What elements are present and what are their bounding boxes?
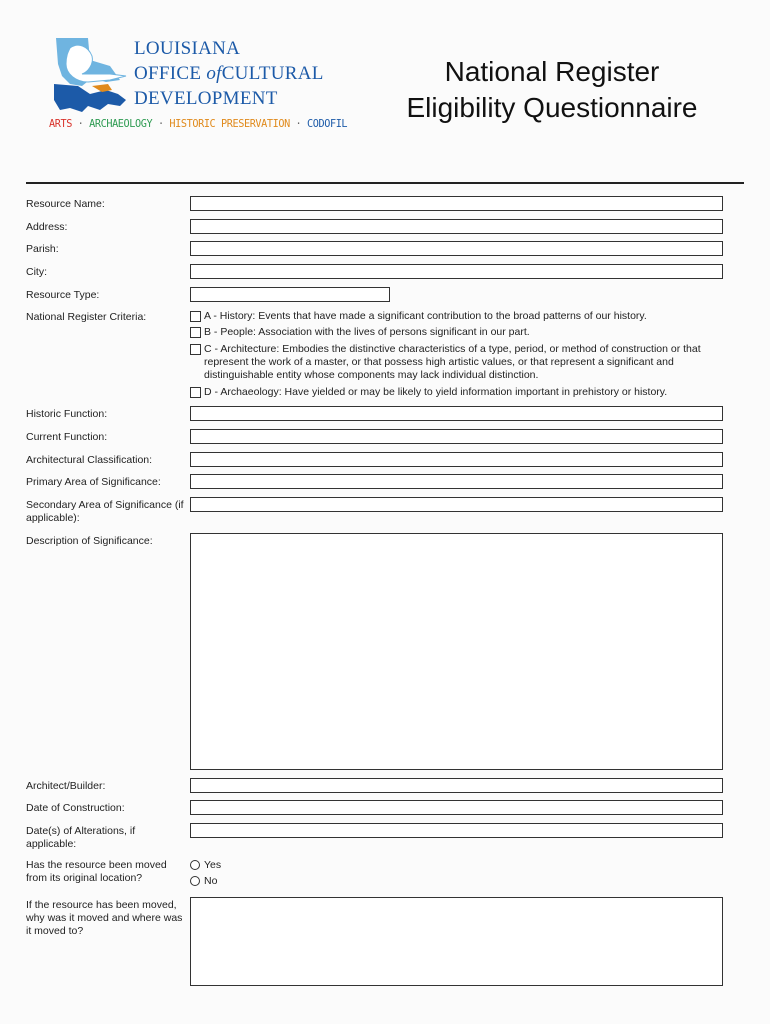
primary-area-label: Primary Area of Significance: (26, 476, 161, 488)
historic-function-label: Historic Function: (26, 408, 108, 420)
primary-area-input[interactable] (190, 474, 723, 489)
date-construction-label: Date of Construction: (26, 802, 125, 814)
tagline-segment: · (152, 119, 170, 130)
architect-label: Architect/Builder: (26, 780, 106, 792)
tagline-segment: CODOFIL (307, 119, 348, 130)
checkbox-icon[interactable] (190, 327, 201, 338)
tagline-segment: ARCHAEOLOGY (89, 119, 153, 130)
architectural-classification-label: Architectural Classification: (26, 454, 153, 466)
resource-name-label: Resource Name: (26, 198, 105, 210)
parish-label: Parish: (26, 243, 59, 255)
moved-why-label: If the resource has been moved, why was it moved and where was it moved to? (26, 899, 183, 937)
criteria-b-checkbox[interactable]: B - People: Association with the lives of persons significant in our part. (190, 326, 720, 339)
architect-input[interactable] (190, 778, 723, 793)
resource-type-label: Resource Type: (26, 289, 100, 301)
description-textarea[interactable] (190, 533, 723, 770)
tagline-segment: · (289, 119, 308, 130)
secondary-area-label: Secondary Area of Significance (if applicable): (26, 499, 184, 524)
tagline-segment: · (71, 119, 90, 130)
moved-why-textarea[interactable] (190, 897, 723, 986)
city-input[interactable] (190, 264, 723, 279)
criteria-label: National Register Criteria: (26, 311, 147, 323)
current-function-label: Current Function: (26, 431, 108, 443)
date-construction-input[interactable] (190, 800, 723, 815)
moved-label: Has the resource been moved from its original location? (26, 859, 167, 884)
page-title: National Register Eligibility Questionnaire (406, 56, 698, 123)
historic-function-input[interactable] (190, 406, 723, 421)
moved-no-radio[interactable]: No (190, 875, 217, 888)
date-alterations-input[interactable] (190, 823, 723, 838)
org-name (134, 36, 324, 111)
criteria-c-checkbox[interactable]: C - Architecture: Embodies the distinctive characteristics of a type, period, or method of construction or that represent the work of a master, or that possess high artistic values, or that represent a significant and distinguishable entity whose components may lack individual distinction. (190, 343, 720, 382)
criteria-a-checkbox[interactable]: A - History: Events that have made a significant contribution to the broad patterns of our history. (190, 310, 720, 323)
radio-icon[interactable] (190, 876, 200, 886)
parish-input[interactable] (190, 241, 723, 256)
checkbox-icon[interactable] (190, 344, 201, 355)
resource-name-input[interactable] (190, 196, 723, 211)
address-label: Address: (26, 221, 68, 233)
checkbox-icon[interactable] (190, 311, 201, 322)
org-name-line1: LOUISIANA (134, 38, 241, 59)
city-label: City: (26, 266, 47, 278)
moved-yes-radio[interactable]: Yes (190, 859, 221, 872)
architectural-classification-input[interactable] (190, 452, 723, 467)
current-function-input[interactable] (190, 429, 723, 444)
org-name-line3: DEVELOPMENT (134, 88, 278, 109)
date-alterations-label: Date(s) of Alterations, if applicable: (26, 825, 136, 850)
secondary-area-input[interactable] (190, 497, 723, 512)
checkbox-icon[interactable] (190, 387, 201, 398)
address-input[interactable] (190, 219, 723, 234)
org-name-line2: OFFICE ofCULTURAL (134, 63, 324, 84)
criteria-d-checkbox[interactable]: D - Archaeology: Have yielded or may be likely to yield information important in prehistory or history. (190, 386, 720, 399)
header-divider (26, 182, 744, 184)
tagline-segment: HISTORIC PRESERVATION (169, 119, 290, 130)
radio-icon[interactable] (190, 860, 200, 870)
description-label: Description of Significance: (26, 535, 153, 547)
tagline-segment: ARTS (49, 119, 72, 130)
org-tagline (49, 119, 347, 130)
resource-type-input[interactable] (190, 287, 390, 302)
